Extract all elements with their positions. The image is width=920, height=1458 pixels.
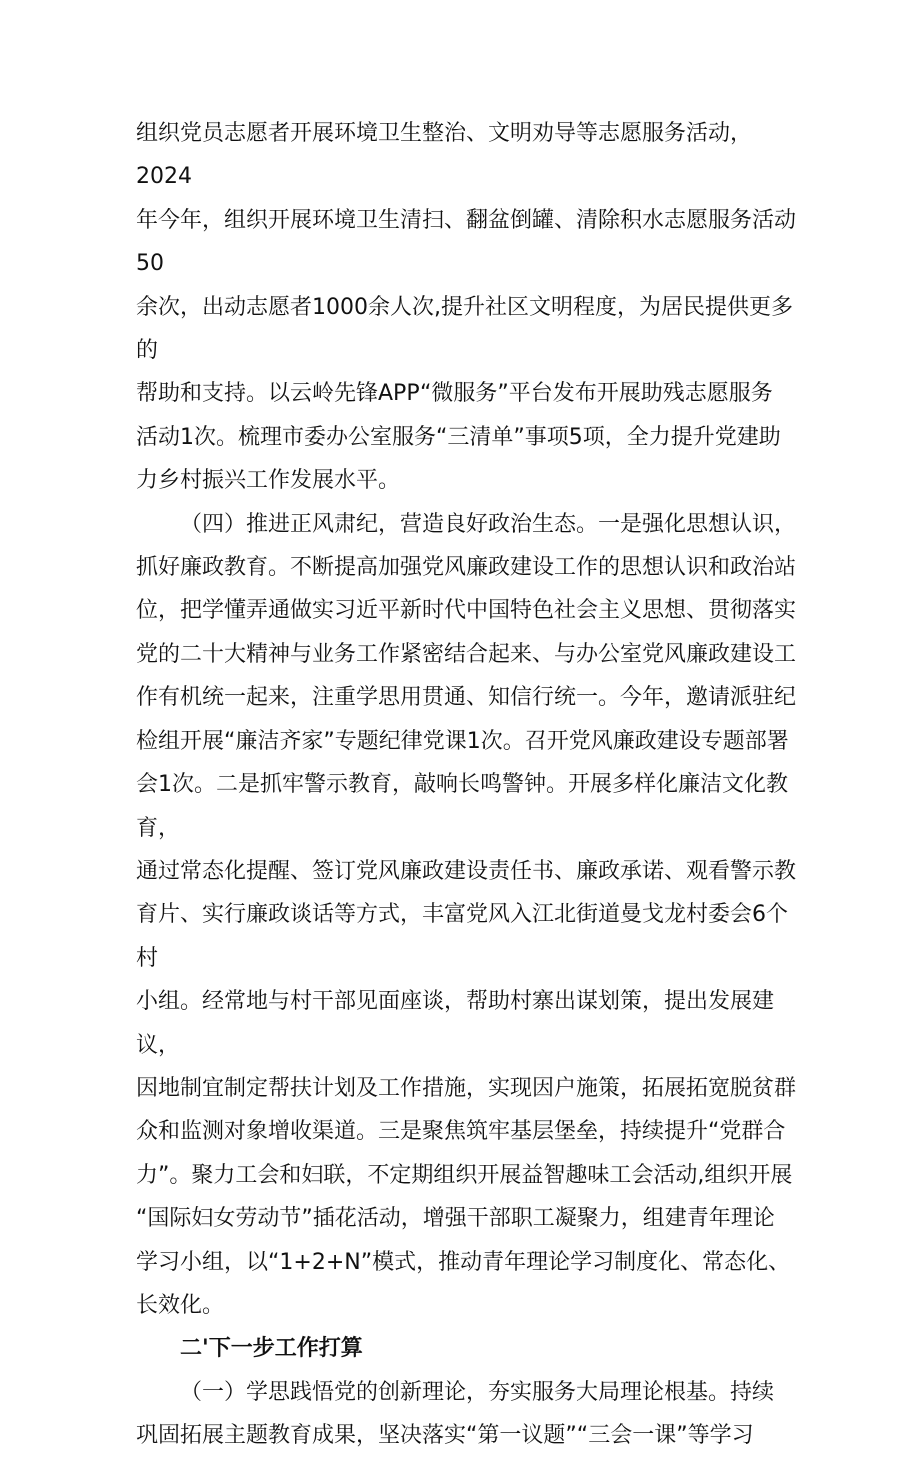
paragraph-section-one-theory: （一）学思践悟党的创新理论，夯实服务大局理论根基。持续 巩固拓展主题教育成果，坚决落实“第一议题”“三会一课”等学习 bbox=[136, 1379, 775, 1449]
document-body bbox=[136, 112, 804, 1458]
paragraph-section-four-discipline: （四）推进正风肃纪，营造良好政治生态。一是强化思想认识， 抓好廉政教育。不断提高加强党风廉政建设工作的思想认识和政治站 位，把学懂弄通做实习近平新时代中国特色社会主义思想、贯彻落实 党的二十大精神与业务工作紧密结合起来、与办公室党风廉政建设工 作有机统一起来，注重学思用贯通、知信行统一。今年，邀请派驻纪 检组开展“廉洁齐家”专题纪律党课1次。召开党风廉政建设专题部署 会1次。二是抓牢警示教育，敲响长鸣警钟。开展多样化廉洁文化教育， 通过常态化提醒、签订党风廉政建设责任书、廉政承诺、观看警示教 育片、实行廉政谈话等方式，丰富党风入江北街道曼戈龙村委会6个村 小组。经常地与村干部见面座谈，帮助村寨出谋划策，提出发展建议， 因地制宜制定帮扶计划及工作措施，实现因户施策，拓展拓宽脱贫群 众和监测对象增收渠道。三是聚焦筑牢基层堡垒，持续提升“党群合 力”。聚力工会和妇联，不定期组织开展益智趣味工会活动,组织开展 “国际妇女劳动节”插花活动，增强干部职工凝聚力，组建青年理论 学习小组，以“1+2+N”模式，推动青年理论学习制度化、常态化、 长效化。 bbox=[136, 511, 797, 1318]
section-heading-next-steps: 二'下一步工作打算 bbox=[180, 1336, 363, 1362]
paragraph-volunteer-services: 组织党员志愿者开展环境卫生整治、文明劝导等志愿服务活动，2024 年今年，组织开展环境卫生清扫、翻盆倒罐、清除积水志愿服务活动50 余次，出动志愿者1000余人次,提升社区文明程度，为居民提供更多的 帮助和支持。以云岭先锋APP“微服务”平台发布开展助残志愿服务 活动1次。梳理市委办公室服务“三清单”事项5项，全力提升党建助 力乡村振兴工作发展水平。 bbox=[136, 121, 797, 494]
